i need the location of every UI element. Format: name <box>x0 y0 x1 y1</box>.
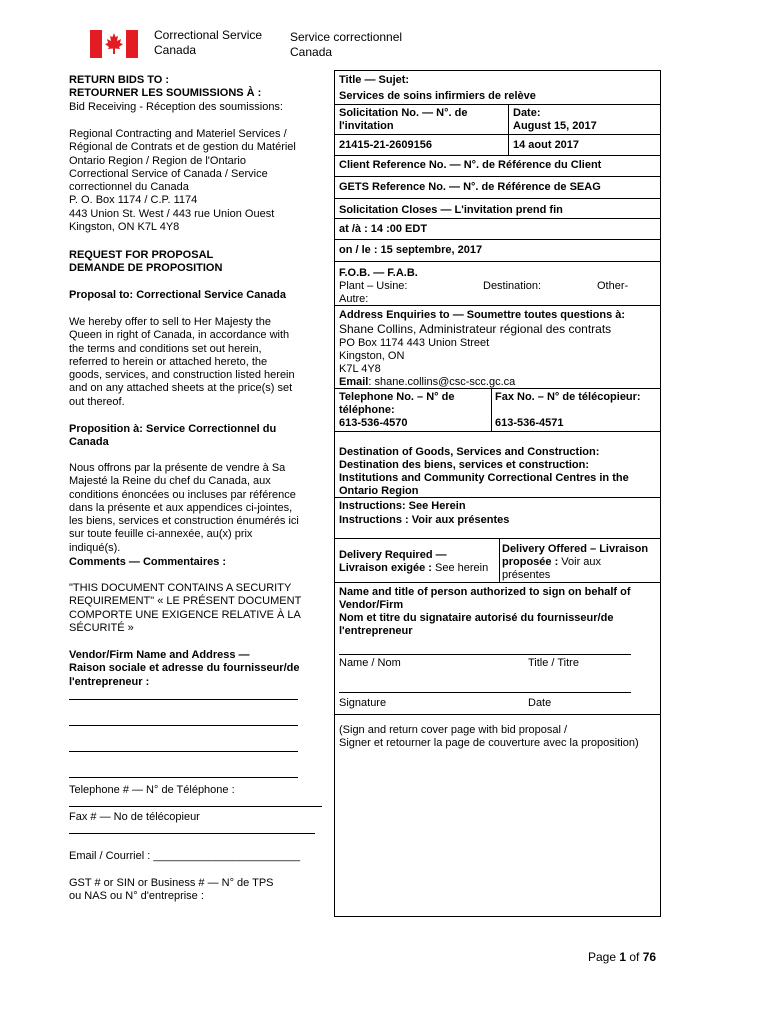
vendor-label <box>69 649 309 689</box>
fob-label: F.O.B. — F.A.B. <box>339 267 418 279</box>
offer-line: Queen in right of Canada, in accordance with <box>69 329 290 342</box>
security-line: COMPORTE UNE EXIGENCE RELATIVE À LA <box>69 608 301 621</box>
vendor-line: l'entrepreneur : <box>69 675 150 688</box>
vendor-line: Raison sociale et adresse du fournisseur/de <box>69 662 300 675</box>
security-line: SÉCURITÉ » <box>69 621 134 634</box>
security-line: "THIS DOCUMENT CONTAINS A SECURITY <box>69 582 292 594</box>
offer-line: We hereby offer to sell to Her Majesty the <box>69 316 271 328</box>
proposition-line: Canada <box>69 436 109 449</box>
tel-label-line: Telephone No. – N° de <box>339 391 455 403</box>
delivery-offered <box>502 543 648 582</box>
offer-fr-line: les biens, services et construction énumérés ici <box>69 515 299 528</box>
solicitation-label <box>339 107 467 133</box>
contact-line: K7L 4Y8 <box>339 363 381 375</box>
rfp-fr: DEMANDE DE PROPOSITION <box>69 262 223 275</box>
offer-fr <box>69 462 309 555</box>
vendor-line-2[interactable] <box>69 725 298 726</box>
offer-en <box>69 316 309 409</box>
delivery-required <box>339 549 488 575</box>
page-of: of <box>626 950 643 964</box>
vendor-line-4[interactable] <box>69 777 298 778</box>
name-title-field[interactable] <box>339 654 631 655</box>
return-address <box>69 128 309 234</box>
destination-goods-line: Destination des biens, services et construction: <box>339 459 590 471</box>
delivery-required-label: Delivery Required — <box>339 549 447 561</box>
signer-line: Name and title of person authorized to sign on behalf of <box>339 586 631 598</box>
vendor-line: Vendor/Firm Name and Address — <box>69 649 250 661</box>
delivery-offered-fr: proposée : <box>502 556 559 568</box>
plant-label: Plant – Usine: <box>339 280 408 292</box>
canada-flag-logo <box>90 30 138 58</box>
fax-label: Fax # — No de télécopieur <box>69 811 200 823</box>
offer-fr-line: Nous offrons par la présente de vendre à Sa <box>69 462 286 474</box>
contact-line: PO Box 1174 443 Union Street <box>339 337 490 349</box>
fax-value: 613-536-4571 <box>495 417 564 429</box>
rfp-heading <box>69 249 309 276</box>
offer-fr-line: conditions énoncées ou incluses par référence <box>69 488 296 501</box>
gst-line2: ou NAS ou N° d'entreprise : <box>69 890 204 903</box>
name-label: Name / Nom <box>339 657 401 669</box>
address-line: correctionnel du Canada <box>69 181 189 194</box>
return-bids-fr: RETOURNER LES SOUMISSIONS À : <box>69 87 262 100</box>
proposal-to: Proposal to: Correctional Service Canada <box>69 289 287 301</box>
delivery-offered-value: Voir aux <box>561 556 602 568</box>
delivery-required-value: See herein <box>435 562 489 574</box>
title-value: Services de soins infirmiers de relève <box>339 90 536 102</box>
destination-goods <box>339 446 629 498</box>
signer-fr-line: Nom et titre du signataire autorisé du fournisseur/de <box>339 612 614 624</box>
page-number <box>588 950 656 964</box>
autre-label: Autre: <box>339 293 369 305</box>
offer-line: out thereof. <box>69 395 125 408</box>
date-label: Date: <box>513 107 541 119</box>
date-en: August 15, 2017 <box>513 120 597 132</box>
vendor-line-3[interactable] <box>69 751 298 752</box>
telephone-label-right <box>339 391 454 430</box>
dept-fr-line2: Canada <box>290 45 333 59</box>
closes-date: on / le : 15 septembre, 2017 <box>339 244 483 256</box>
fax-field[interactable] <box>69 833 315 834</box>
other-label: Other- <box>597 280 629 292</box>
page-prefix: Page <box>588 950 620 964</box>
offer-fr-line: dans la présente et aux appendices ci-jointes, <box>69 501 293 514</box>
bid-receiving: Bid Receiving - Réception des soumissions: <box>69 100 283 113</box>
rfp-en: REQUEST FOR PROPOSAL <box>69 249 214 261</box>
date-label-block <box>513 107 597 133</box>
signature-field[interactable] <box>339 692 631 693</box>
address-line: 443 Union St. West / 443 rue Union Ouest <box>69 207 275 220</box>
title-field-label: Title / Titre <box>528 657 579 669</box>
solicitation-closes: Solicitation Closes — L'invitation prend fin <box>339 204 563 216</box>
dept-name-fr <box>290 30 402 60</box>
address-line: Ontario Region / Region de l'Ontario <box>69 154 246 167</box>
instructions-en: Instructions: See Herein <box>339 500 466 512</box>
page-total: 76 <box>642 950 657 964</box>
tel-label-line: téléphone: <box>339 404 395 416</box>
destination-goods-line: Ontario Region <box>339 485 419 497</box>
proposition-a <box>69 423 309 450</box>
dept-fr-line1: Service correctionnel <box>290 30 403 44</box>
delivery-offered-label: Delivery Offered – Livraison <box>502 543 649 555</box>
address-line: Régional de Contrats et de gestion du Matériel <box>69 141 296 154</box>
email-value[interactable]: : shane.collins@csc-scc.gc.ca <box>368 376 516 388</box>
dept-name-en <box>154 28 262 58</box>
offer-fr-line: indiqué(s). <box>69 541 121 554</box>
closes-time: at /à : 14 :00 EDT <box>339 223 428 235</box>
contact-address <box>339 337 489 376</box>
email-label-right: Email <box>339 376 369 388</box>
offer-line: referred to herein or attached hereto, the <box>69 355 268 368</box>
solicitation-label-line: Solicitation No. — N°. de <box>339 107 468 119</box>
security-notice <box>69 582 309 635</box>
offer-line: and on any attached sheets at the price(s) set <box>69 382 293 395</box>
address-line: Regional Contracting and Materiel Services / <box>69 128 287 140</box>
address-line: P. O. Box 1174 / C.P. 1174 <box>69 194 198 207</box>
dept-en-line2: Canada <box>154 43 197 57</box>
telephone-field[interactable] <box>69 806 322 807</box>
solicitation-number: 21415-21-2609156 <box>339 139 432 151</box>
offer-fr-line: Majesté la Reine du chef du Canada, aux <box>69 475 271 488</box>
dept-en-line1: Correctional Service <box>154 28 263 42</box>
client-reference: Client Reference No. — N°. de Référence du Client <box>339 159 602 171</box>
page-current: 1 <box>619 950 627 964</box>
telephone-value: 613-536-4570 <box>339 417 408 429</box>
address-line: Kingston, ON K7L 4Y8 <box>69 221 180 234</box>
sign-note-line: Signer et retourner la page de couverture avec la proposition) <box>339 737 639 749</box>
destination-goods-line: Destination of Goods, Services and Construction: <box>339 446 600 458</box>
signer-label <box>339 586 631 638</box>
comments-label: Comments — Commentaires : <box>69 556 227 568</box>
contact-line: Kingston, ON <box>339 350 405 362</box>
contact-title: Administrateur régional des contrats <box>419 322 612 336</box>
instructions-fr: Instructions : Voir aux présentes <box>339 514 510 526</box>
offer-line: goods, services, and construction listed herein <box>69 369 295 382</box>
fax-label-right: Fax No. – N° de télécopieur: <box>495 391 641 403</box>
sign-note-line: (Sign and return cover page with bid proposal / <box>339 724 568 736</box>
vendor-line-1[interactable] <box>69 699 298 700</box>
signer-fr-line: l'entrepreneur <box>339 625 413 637</box>
offer-fr-line: sur toute feuille ci-annexée, au(x) prix <box>69 528 253 541</box>
delivery-offered-value2: présentes <box>502 569 551 581</box>
return-bids-en: RETURN BIDS TO : <box>69 74 170 86</box>
gst-label <box>69 877 309 904</box>
destination-goods-line: Institutions and Community Correctional Centres in the <box>339 472 629 484</box>
date-fr: 14 aout 2017 <box>513 139 580 151</box>
signature-date-label: Date <box>528 697 552 709</box>
gst-line1: GST # or SIN or Business # — N° de TPS <box>69 877 274 889</box>
email-label: Email / Courriel : ________________________ <box>69 850 301 862</box>
return-bids-block <box>69 74 309 114</box>
solicitation-info-box <box>334 70 661 917</box>
telephone-label: Telephone # — N° de Téléphone : <box>69 784 235 796</box>
solicitation-label-line: l'invitation <box>339 120 394 132</box>
enquiries-label: Address Enquiries to — Soumettre toutes questions à: <box>339 309 626 321</box>
address-line: Correctional Service of Canada / Service <box>69 167 268 180</box>
proposition-line: Proposition à: Service Correctionnel du <box>69 423 277 435</box>
contact-name-line <box>339 323 611 336</box>
security-line: REQUIREMENT" « LE PRÉSENT DOCUMENT <box>69 595 302 608</box>
destination-label: Destination: <box>483 280 542 292</box>
signature-label: Signature <box>339 697 387 709</box>
offer-line: the terms and conditions set out herein, <box>69 342 262 355</box>
delivery-required-fr: Livraison exigée : <box>339 562 432 574</box>
signer-line: Vendor/Firm <box>339 599 404 611</box>
gets-reference: GETS Reference No. — N°. de Référence de SEAG <box>339 181 601 193</box>
title-label: Title — Sujet: <box>339 74 410 86</box>
contact-name: Shane Collins, <box>339 322 417 336</box>
sign-note <box>339 724 639 750</box>
